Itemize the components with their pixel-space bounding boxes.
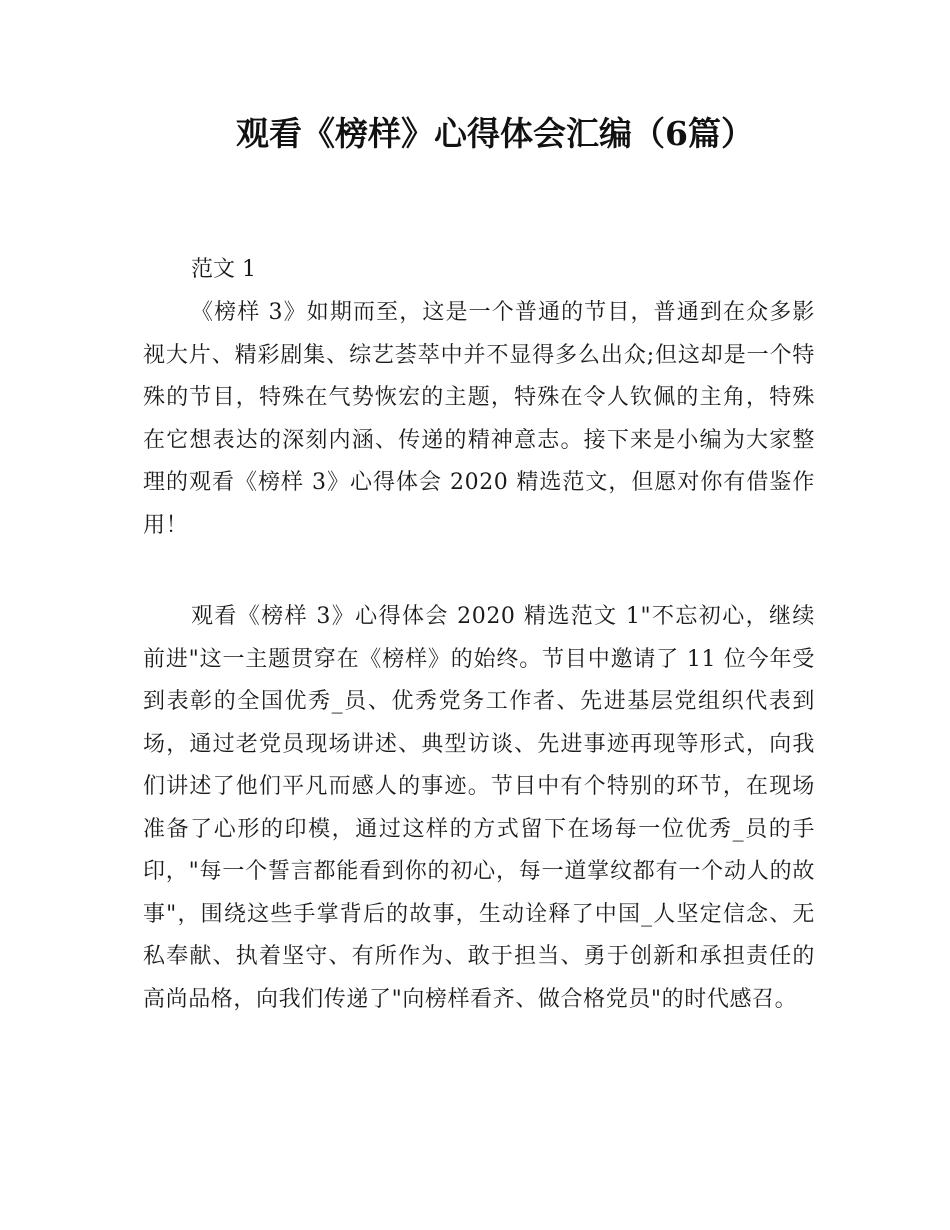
section-label: 范文 1 — [191, 257, 256, 282]
body-paragraph-intro: 《榜样 3》如期而至，这是一个普通的节目，普通到在众多影视大片、精彩剧集、综艺荟萃中并不显得多么出众;但这却是一个特殊的节目，特殊在气势恢宏的主题，特殊在令人钦佩的主角，特殊在它想表达的深刻内涵、传递的精神意志。接下来是小编为大家整理的观看《榜样 3》心得体会 2020 精选范文，但愿对你有借鉴作用！ — [143, 300, 815, 538]
document-title: 观看《榜样》心得体会汇编（6篇） — [236, 114, 754, 153]
body-paragraph-essay-1: 观看《榜样 3》心得体会 2020 精选范文 1"不忘初心，继续前进"这一主题贯穿在《榜样》的始终。节目中邀请了 11 位今年受到表彰的全国优秀_员、优秀党务工作者、先进基层党组织代表到场，通过老党员现场讲述、典型访谈、先进事迹再现等形式，向我们讲述了他们平凡而感人的事迹。节目中有个特别的环节，在现场准备了心形的印模，通过这样的方式留下在场每一位优秀_员的手印，"每一个誓言都能看到你的初心，每一道掌纹都有一个动人的故事"，围绕这些手掌背后的故事，生动诠释了中国_人坚定信念、无私奉献、执着坚守、有所作为、敢于担当、勇于创新和承担责任的高尚品格，向我们传递了"向榜样看齐、做合格党员"的时代感召。 — [143, 604, 815, 1012]
